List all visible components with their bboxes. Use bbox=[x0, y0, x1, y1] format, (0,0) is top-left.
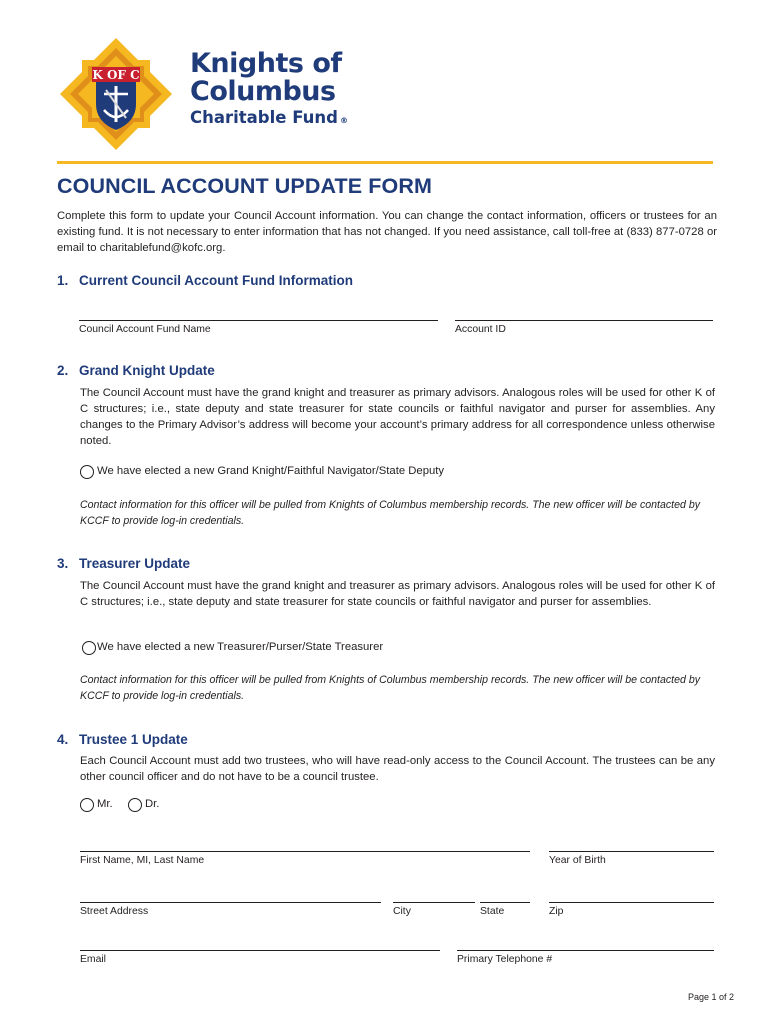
section-4-heading bbox=[57, 732, 188, 747]
section-3-heading bbox=[57, 556, 190, 571]
zip-label: Zip bbox=[549, 906, 564, 917]
form-title: COUNCIL ACCOUNT UPDATE FORM bbox=[57, 174, 432, 198]
section-1-heading bbox=[57, 273, 353, 288]
new-grand-knight-radio[interactable] bbox=[80, 465, 94, 479]
registered-mark: ® bbox=[339, 116, 348, 125]
state-input[interactable] bbox=[480, 902, 530, 903]
city-label: City bbox=[393, 906, 411, 917]
title-mr-label: Mr. bbox=[97, 798, 113, 810]
section-2-heading bbox=[57, 363, 215, 378]
title-dr-radio[interactable] bbox=[128, 798, 142, 812]
section-3-number: 3. bbox=[57, 556, 69, 571]
kofc-emblem-logo bbox=[60, 38, 172, 150]
zip-input[interactable] bbox=[549, 902, 714, 903]
section-2-number: 2. bbox=[57, 363, 69, 378]
section-3-title: Treasurer Update bbox=[79, 556, 191, 571]
state-label: State bbox=[480, 906, 505, 917]
title-dr-label: Dr. bbox=[145, 798, 160, 810]
section-2-note: Contact information for this officer will be pulled from Knights of Columbus membership records. The new officer will be contacted by KCCF to provide log-in credentials. bbox=[80, 499, 701, 527]
form-intro: Complete this form to update your Council Account information. You can change the contact information, officers or trustees for an existing fund. It is not necessary to enter information that has not changed. If you need assistance, call toll-free at (833) 877-0728 or email to charitablefund@kofc.org. bbox=[57, 210, 717, 254]
fund-name-label: Council Account Fund Name bbox=[79, 324, 211, 335]
new-grand-knight-label: We have elected a new Grand Knight/Faithful Navigator/State Deputy bbox=[97, 465, 445, 477]
section-3-note: Contact information for this officer will be pulled from Knights of Columbus membership records. The new officer will be contacted by KCCF to provide log-in credentials. bbox=[80, 674, 701, 702]
section-1-title: Current Council Account Fund Information bbox=[79, 273, 353, 288]
trustee-name-label: First Name, MI, Last Name bbox=[80, 855, 205, 866]
brand-line-1: Knights of bbox=[190, 48, 342, 79]
email-input[interactable] bbox=[80, 950, 440, 951]
primary-telephone-input[interactable] bbox=[457, 950, 714, 951]
brand-charitable-fund: Charitable Fund bbox=[190, 108, 338, 127]
city-input[interactable] bbox=[393, 902, 475, 903]
section-4-title: Trustee 1 Update bbox=[79, 732, 188, 747]
title-mr-radio[interactable] bbox=[80, 798, 94, 812]
brand-line-3 bbox=[190, 106, 348, 130]
email-label: Email bbox=[80, 954, 106, 965]
section-4-number: 4. bbox=[57, 732, 69, 747]
year-of-birth-label: Year of Birth bbox=[549, 855, 606, 866]
section-2-title: Grand Knight Update bbox=[79, 363, 215, 378]
street-address-label: Street Address bbox=[80, 906, 149, 917]
new-treasurer-radio[interactable] bbox=[82, 641, 96, 655]
street-address-input[interactable] bbox=[80, 902, 381, 903]
section-2-body: The Council Account must have the grand knight and treasurer as primary advisors. Analogous roles will be used for other K of C structures; i.e., state deputy and state treasurer for state councils or faithful navigator and purser for assemblies. Any changes to the Primary Advisor’s address will become your account’s primary address for all correspondence unless otherwise noted. bbox=[80, 387, 715, 447]
primary-telephone-label: Primary Telephone # bbox=[457, 954, 553, 965]
account-id-input[interactable] bbox=[455, 320, 713, 321]
new-treasurer-label: We have elected a new Treasurer/Purser/State Treasurer bbox=[97, 641, 384, 653]
logo-lettering: K OF C bbox=[92, 68, 140, 82]
fund-name-input[interactable] bbox=[79, 320, 438, 321]
trustee-name-input[interactable] bbox=[80, 851, 530, 852]
brand-wordmark bbox=[190, 50, 348, 130]
account-id-label: Account ID bbox=[455, 324, 506, 335]
page-number: Page 1 of 2 bbox=[687, 992, 734, 1002]
section-1-number: 1. bbox=[57, 273, 69, 288]
year-of-birth-input[interactable] bbox=[549, 851, 714, 852]
header-divider bbox=[57, 161, 713, 164]
section-4-body: Each Council Account must add two trustees, who will have read-only access to the Council Account. The trustees can be any other council officer and do not have to be a council trustee. bbox=[80, 755, 715, 783]
brand-line-2: Columbus bbox=[190, 76, 336, 107]
section-3-body: The Council Account must have the grand knight and treasurer as primary advisors. Analogous roles will be used for other K of C structures; i.e., state deputy and state treasurer for state councils or faithful navigator and purser for assemblies. bbox=[80, 580, 715, 608]
